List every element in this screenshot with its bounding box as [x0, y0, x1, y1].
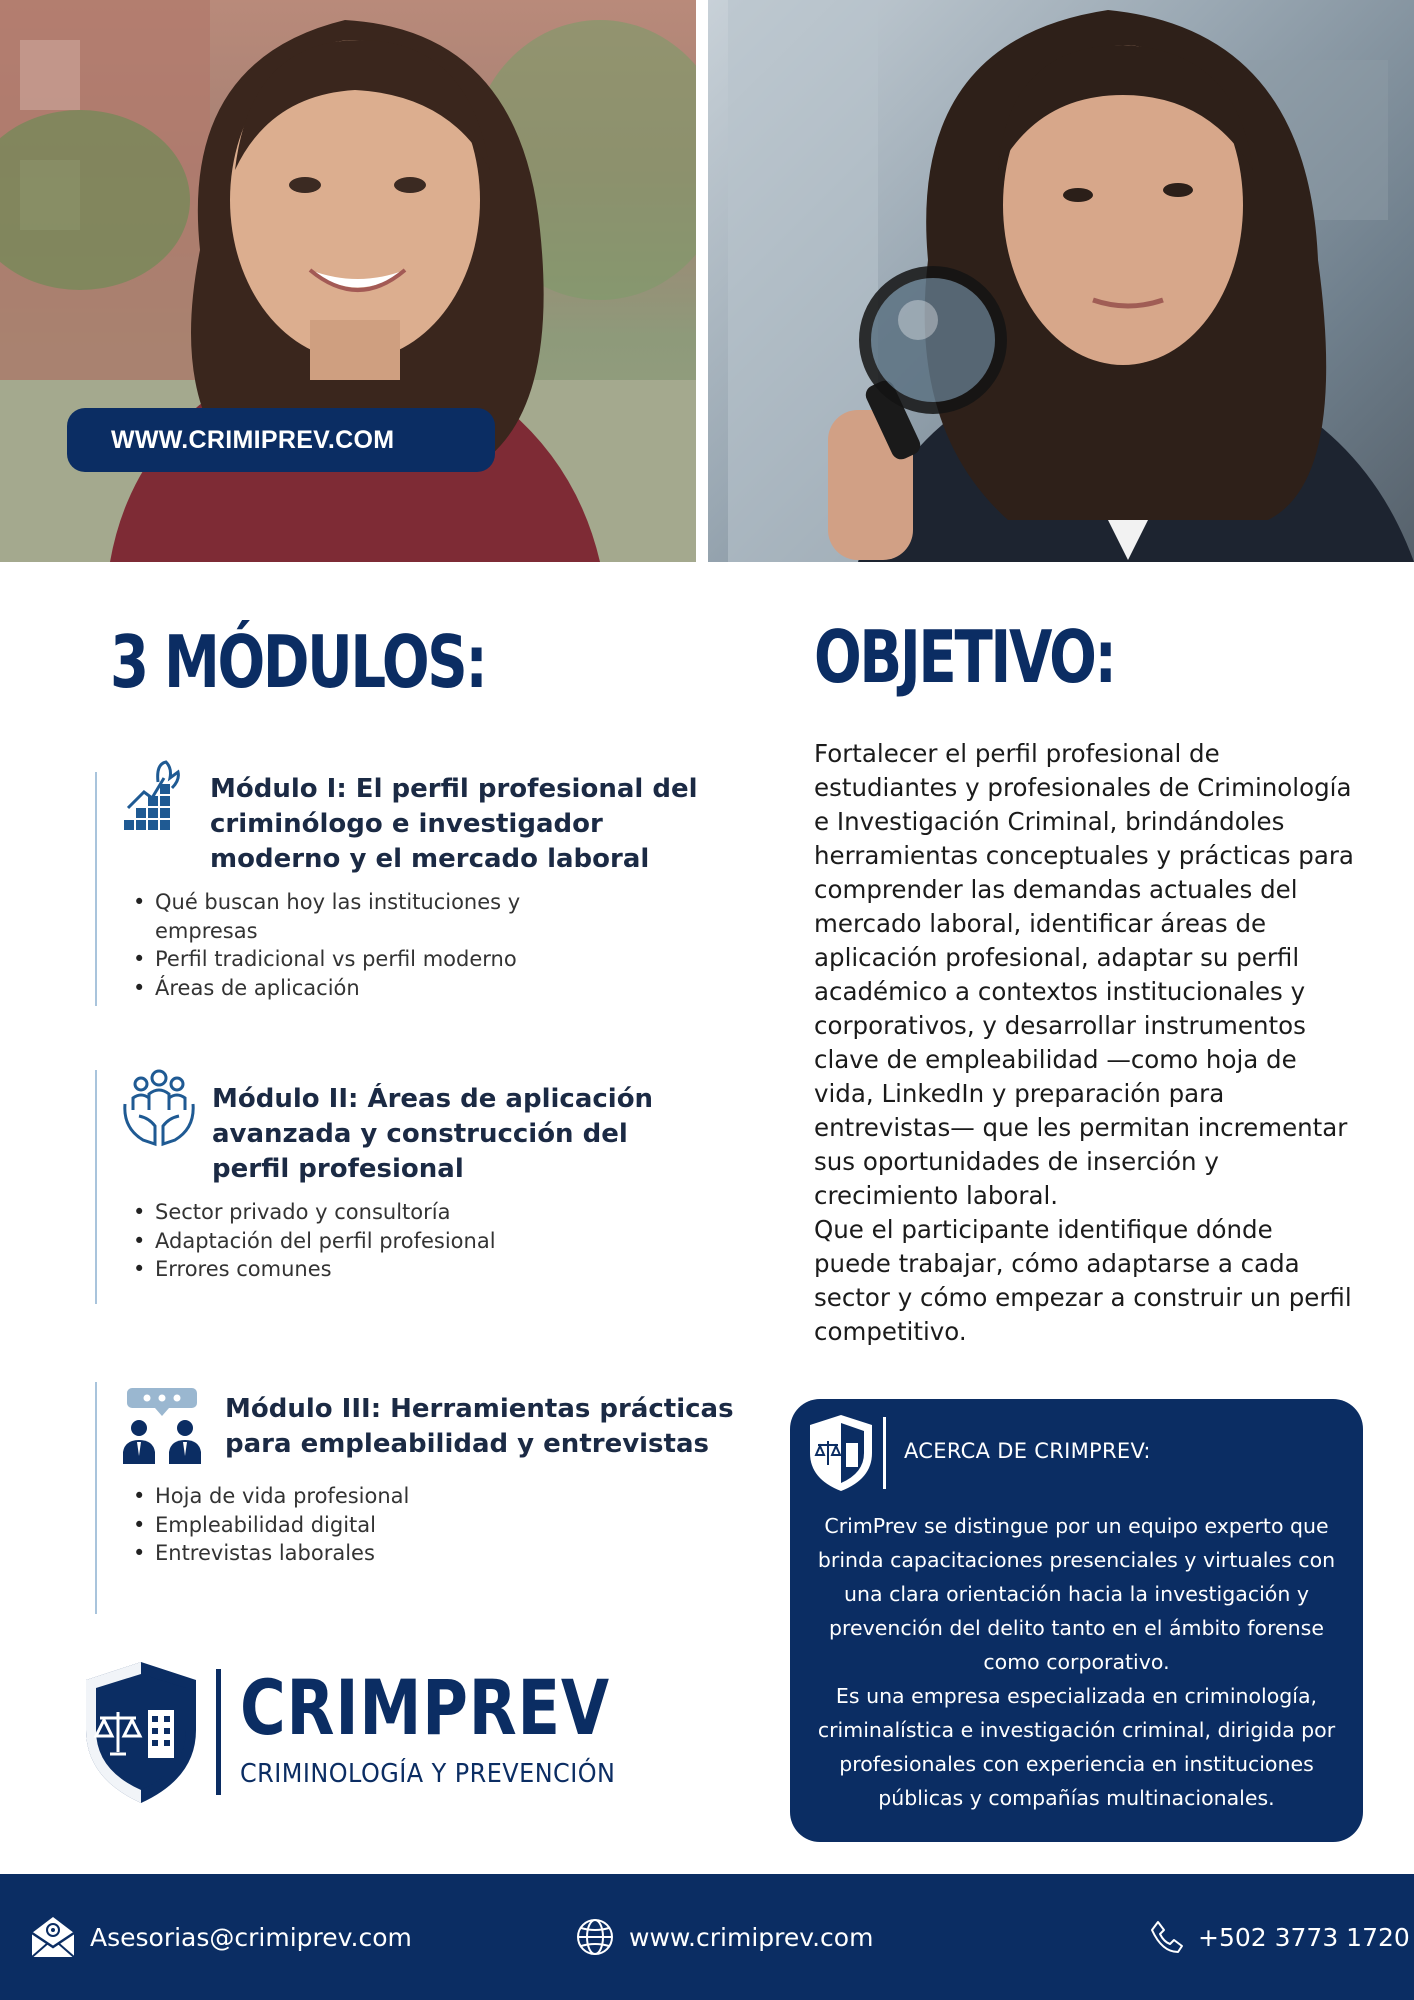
about-title: ACERCA DE CRIMPREV: [904, 1439, 1151, 1463]
module-1-title: Módulo I: El perfil profesional del criminólogo e investigador moderno y el mercado laboral [210, 774, 698, 874]
list-item: • Áreas de aplicación [127, 974, 557, 1003]
module-2-title: Módulo II: Áreas de aplicación avanzada y construcción del perfil profesional [212, 1084, 654, 1184]
about-box [790, 1399, 1363, 1842]
about-paragraph: Es una empresa especializada en criminología, criminalística e investigación criminal, dirigida por profesionales con experiencia en instituciones públicas y compañías multinacionales. [817, 1684, 1336, 1810]
modules-heading: 3 MÓDULOS: [110, 620, 486, 704]
list-item: • Qué buscan hoy las instituciones y empresas [127, 888, 557, 945]
list-item: • Adaptación del perfil profesional [127, 1227, 647, 1256]
footer-phone-text[interactable]: +502 3773 1720 [1198, 1922, 1410, 1952]
list-item: • Perfil tradicional vs perfil moderno [127, 945, 557, 974]
objective-heading: OBJETIVO: [814, 615, 1115, 699]
website-badge[interactable]: WWW.CRIMIPREV.COM [67, 408, 495, 472]
hero-photos [0, 0, 1414, 562]
module-3-bullets [127, 1482, 627, 1568]
list-item: • Errores comunes [127, 1255, 647, 1284]
module-2-bullets [127, 1198, 647, 1284]
footer-phone[interactable] [1150, 1874, 1410, 2000]
logo-divider [216, 1669, 221, 1795]
investigator-photo [708, 0, 1414, 562]
globe-icon [575, 1917, 615, 1957]
growth-chart-hand-icon [122, 758, 182, 838]
about-body [808, 1509, 1345, 1815]
list-item: • Entrevistas laborales [127, 1539, 627, 1568]
list-item: • Hoja de vida profesional [127, 1482, 627, 1511]
about-paragraph: CrimPrev se distingue por un equipo experto que brinda capacitaciones presenciales y virtuales con una clara orientación hacia la investigación y prevención del delito tanto en el ámbito forense como corporativo. [817, 1514, 1336, 1674]
student-photo [0, 0, 696, 562]
module-3 [95, 1382, 745, 1614]
phone-icon [1150, 1920, 1184, 1954]
shield-justice-icon [82, 1660, 200, 1805]
module-2 [95, 1070, 745, 1304]
footer-email-text[interactable]: Asesorias@crimiprev.com [90, 1922, 412, 1952]
footer-email[interactable] [30, 1874, 412, 2000]
logo-tagline: CRIMINOLOGÍA Y PREVENCIÓN [240, 1759, 616, 1789]
crimprev-logo [70, 1655, 670, 1805]
module-1 [95, 772, 745, 1006]
list-item: • Empleabilidad digital [127, 1511, 627, 1540]
list-item: • Sector privado y consultoría [127, 1198, 647, 1227]
objective-text [814, 737, 1354, 1349]
team-hands-icon [121, 1068, 197, 1148]
interview-people-icon [121, 1388, 203, 1464]
module-1-bullets [127, 888, 557, 1002]
objective-paragraph: Que el participante identifique dónde puede trabajar, cómo adaptarse a cada sector y cómo empezar a construir un perfil competitivo. [814, 1215, 1352, 1346]
footer [0, 1874, 1414, 2000]
logo-name: CRIMPREV [240, 1663, 610, 1752]
mail-icon [30, 1915, 76, 1959]
module-3-title: Módulo III: Herramientas prácticas para empleabilidad y entrevistas [225, 1394, 734, 1459]
about-divider [883, 1417, 886, 1489]
objective-paragraph: Fortalecer el perfil profesional de estudiantes y profesionales de Criminología e Investigación Criminal, brindándoles herramientas conceptuales y prácticas para comprender las demandas actuales del mercado laboral, identificar áreas de aplicación profesional, adaptar su perfil académico a contextos institucionales y corporativos, y desarrollar instrumentos clave de empleabilidad —como hoja de vida, LinkedIn y preparación para entrevistas— que les permitan incrementar sus oportunidades de inserción y crecimiento laboral. [814, 739, 1354, 1210]
footer-website[interactable] [575, 1874, 873, 2000]
shield-justice-icon [808, 1413, 874, 1493]
footer-website-text[interactable]: www.crimiprev.com [629, 1922, 874, 1952]
